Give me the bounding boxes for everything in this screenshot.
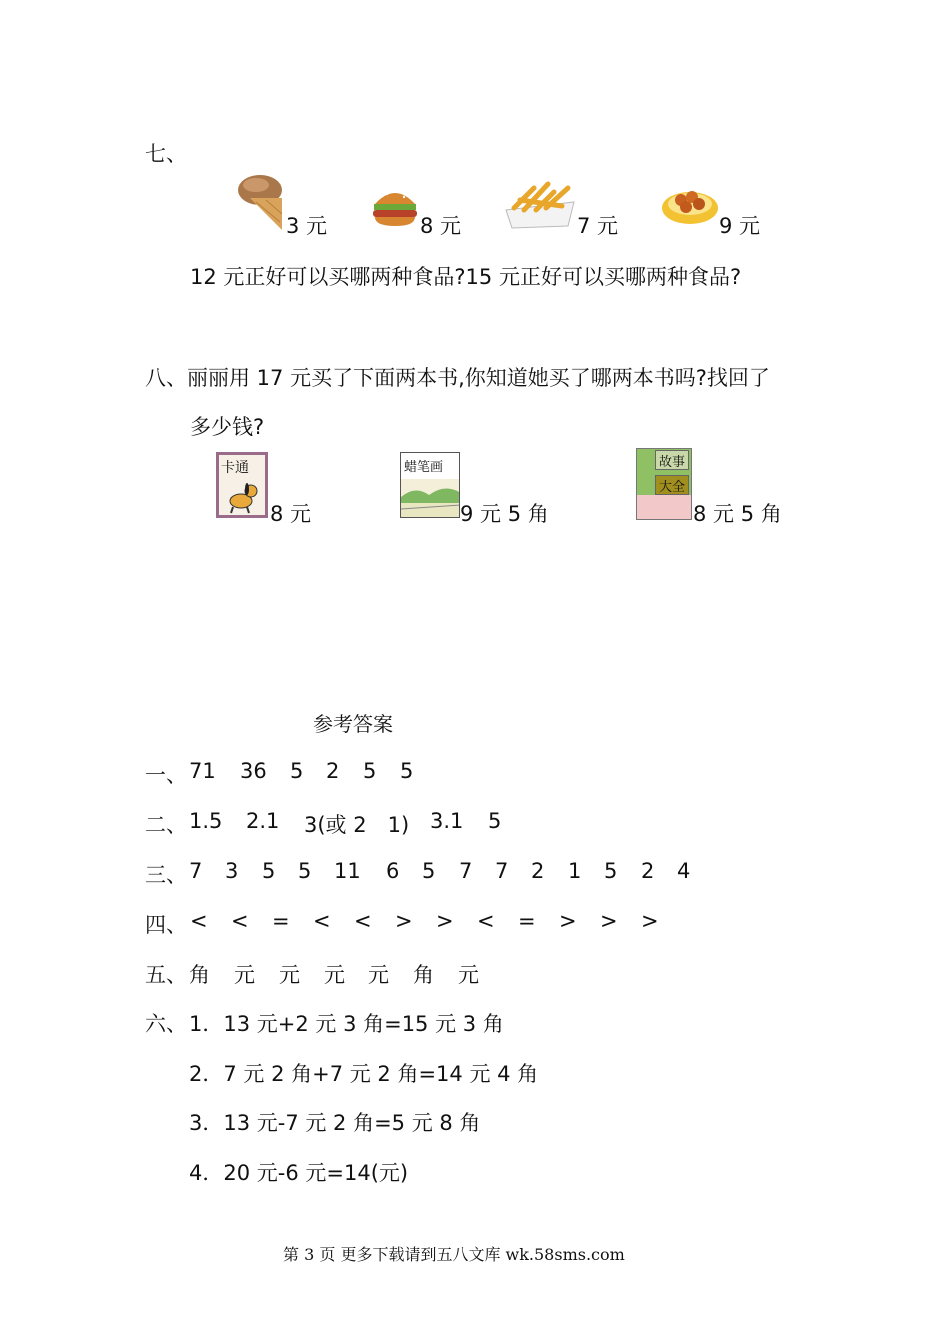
answer-5-item: 元 <box>324 963 345 987</box>
answer-6-line: 2．7 元 2 角+7 元 2 角=14 元 4 角 <box>189 1062 539 1086</box>
answer-3-label: 三、 <box>145 863 187 887</box>
price-chicken: 9 元 <box>719 214 761 238</box>
answer-1-label: 一、 <box>145 763 187 787</box>
answer-6-line: 4．20 元-6 元=14(元) <box>189 1161 409 1185</box>
answer-3-item: 5 <box>262 859 276 883</box>
answer-2-item: 3(或 2 1) <box>304 813 410 837</box>
answer-3-item: 3 <box>225 859 239 883</box>
answer-4-item: > <box>641 909 659 933</box>
book-story-cover <box>636 448 692 520</box>
answer-4-item: = <box>518 909 536 933</box>
answer-1-item: 5 <box>363 759 377 783</box>
answer-4-item: < <box>354 909 372 933</box>
q8-heading-cont: 多少钱? <box>190 415 265 439</box>
answer-3-item: 2 <box>641 859 655 883</box>
fries-icon <box>504 180 576 230</box>
price-hamburger: 8 元 <box>420 214 462 238</box>
answer-1-item: 71 <box>189 759 216 783</box>
answer-3-item: 7 <box>189 859 203 883</box>
answer-3-item: 7 <box>495 859 509 883</box>
price-book-cartoon: 8 元 <box>270 502 312 526</box>
answer-5-label: 五、 <box>145 963 187 987</box>
answer-6-line: 3．13 元-7 元 2 角=5 元 8 角 <box>189 1111 481 1135</box>
book-cartoon-cover <box>216 452 268 518</box>
answer-2-label: 二、 <box>145 813 187 837</box>
chicken-nuggets-icon <box>661 182 719 228</box>
answer-1-item: 36 <box>240 759 267 783</box>
answer-6-line: 1．13 元+2 元 3 角=15 元 3 角 <box>189 1012 504 1036</box>
answer-3-item: 4 <box>677 859 691 883</box>
answer-4-item: > <box>395 909 413 933</box>
answer-5-item: 元 <box>458 963 479 987</box>
answer-5-item: 元 <box>368 963 389 987</box>
book-story-title-b: 大全 <box>655 475 689 495</box>
answer-3-item: 5 <box>604 859 618 883</box>
answer-2-item: 5 <box>488 809 502 833</box>
book-cartoon-title: 卡通 <box>221 460 249 476</box>
answers-title: 参考答案 <box>313 712 393 736</box>
answer-6-label: 六、 <box>145 1012 187 1036</box>
q8-heading: 八、丽丽用 17 元买了下面两本书,你知道她买了哪两本书吗?找回了 <box>145 366 770 390</box>
answer-5-item: 元 <box>279 963 300 987</box>
answer-4-item: = <box>272 909 290 933</box>
price-ice-cream: 3 元 <box>286 214 328 238</box>
page-footer: 第 3 页 更多下载请到五八文库 wk.58sms.com <box>283 1245 625 1264</box>
answer-1-item: 5 <box>290 759 304 783</box>
answer-2-item: 1.5 <box>189 809 223 833</box>
answer-4-item: < <box>190 909 208 933</box>
answer-4-item: < <box>231 909 249 933</box>
answer-3-item: 7 <box>459 859 473 883</box>
answer-2-item: 2.1 <box>246 809 280 833</box>
answer-4-label: 四、 <box>145 913 187 937</box>
answer-2-item: 3.1 <box>430 809 464 833</box>
q7-question: 12 元正好可以买哪两种食品?15 元正好可以买哪两种食品? <box>190 265 742 289</box>
answer-4-item: < <box>477 909 495 933</box>
book-crayon-cover <box>400 452 460 518</box>
answer-4-item: > <box>600 909 618 933</box>
answer-3-item: 2 <box>531 859 545 883</box>
answer-3-item: 5 <box>298 859 312 883</box>
answer-5-item: 元 <box>234 963 255 987</box>
answer-1-item: 5 <box>400 759 414 783</box>
answer-3-item: 1 <box>568 859 582 883</box>
answer-3-item: 6 <box>386 859 400 883</box>
price-fries: 7 元 <box>577 214 619 238</box>
price-book-crayon: 9 元 5 角 <box>460 502 549 526</box>
q7-heading: 七、 <box>145 142 187 166</box>
answer-5-item: 角 <box>189 963 210 987</box>
ice-cream-icon <box>236 172 288 232</box>
answer-1-item: 2 <box>326 759 340 783</box>
hamburger-icon <box>371 184 419 228</box>
answer-4-item: > <box>436 909 454 933</box>
answer-4-item: < <box>313 909 331 933</box>
answer-5-item: 角 <box>413 963 434 987</box>
book-crayon-title: 蜡笔画 <box>404 460 444 475</box>
answer-4-item: > <box>559 909 577 933</box>
dog-icon <box>223 479 263 515</box>
landscape-icon <box>401 479 460 518</box>
answer-3-item: 5 <box>422 859 436 883</box>
book-story-title-a: 故事 <box>655 450 689 470</box>
price-book-story: 8 元 5 角 <box>693 502 782 526</box>
answer-3-item: 11 <box>334 859 361 883</box>
